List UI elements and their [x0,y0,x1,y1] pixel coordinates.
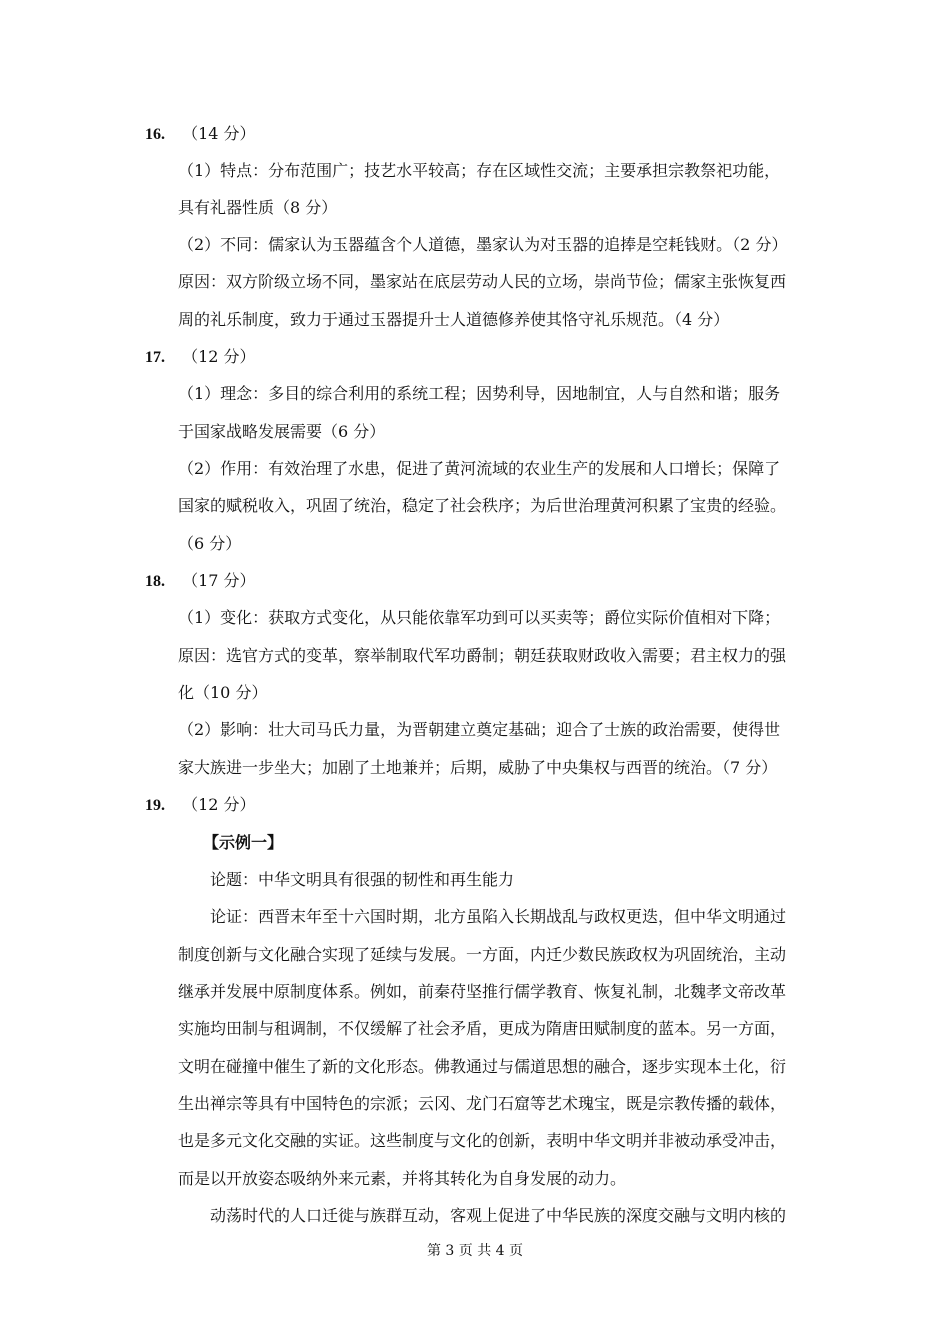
question-number: 16. [145,126,165,143]
answer-line: 原因：双方阶级立场不同，墨家站在底层劳动人民的立场，崇尚节俭；儒家主张恢复西 [178,272,787,291]
answer-line: 周的礼乐制度，致力于通过玉器提升士人道德修养使其恪守礼乐规范。（4 分） [178,310,730,329]
answer-line: 具有礼器性质（8 分） [178,198,338,217]
question-19-header [145,795,256,816]
question-18-header [145,571,256,592]
essay-line: 继承并发展中原制度体系。例如，前秦苻坚推行儒学教育、恢复礼制，北魏孝文帝改革 [178,982,787,1001]
answer-line: （2）作用：有效治理了水患，促进了黄河流域的农业生产的发展和人口增长；保障了 [178,459,781,478]
answer-line: 原因：选官方式的变革，察举制取代军功爵制；朝廷获取财政收入需要；君主权力的强 [178,646,787,665]
question-16-header [145,124,256,145]
essay-line: 文明在碰撞中催生了新的文化形态。佛教通过与儒道思想的融合，逐步实现本土化，衍 [178,1057,787,1076]
question-number: 17. [145,349,165,366]
answer-line: （1）变化：获取方式变化，从只能依靠军功到可以买卖等；爵位实际价值相对下降； [178,608,781,627]
answer-line: （1）理念：多目的综合利用的系统工程；因势利导，因地制宜，人与自然和谐；服务 [178,384,781,403]
answer-line: （1）特点：分布范围广；技艺水平较高；存在区域性交流；主要承担宗教祭祀功能， [178,161,781,180]
essay-line: 而是以开放姿态吸纳外来元素，并将其转化为自身发展的动力。 [178,1169,627,1188]
answer-line: 化（10 分） [178,683,268,702]
page-footer: 第 3 页 共 4 页 [426,1243,524,1259]
answer-line: （2）影响：壮大司马氏力量，为晋朝建立奠定基础；迎合了士族的政治需要，使得世 [178,720,781,739]
question-score: （12 分） [182,347,256,366]
answer-line: （6 分） [178,534,242,553]
essay-line: 实施均田制与租调制，不仅缓解了社会矛盾，更成为隋唐田赋制度的蓝本。另一方面， [178,1019,787,1038]
answer-line: 家大族进一步坐大；加剧了土地兼并；后期，威胁了中央集权与西晋的统治。（7 分） [178,758,778,777]
question-score: （17 分） [182,571,256,590]
essay-line: 论证：西晋末年至十六国时期，北方虽陷入长期战乱与政权更迭，但中华文明通过 [210,907,787,926]
essay-thesis: 论题：中华文明具有很强的韧性和再生能力 [210,870,515,889]
essay-line: 动荡时代的人口迁徙与族群互动，客观上促进了中华民族的深度交融与文明内核的 [210,1206,787,1225]
question-17-header [145,347,256,368]
question-score: （12 分） [182,795,256,814]
question-number: 19. [145,797,165,814]
answer-line: （2）不同：儒家认为玉器蕴含个人道德，墨家认为对玉器的追捧是空耗钱财。（2 分） [178,235,788,254]
example-title: 【示例一】 [203,833,284,852]
essay-line: 生出禅宗等具有中国特色的宗派；云冈、龙门石窟等艺术瑰宝，既是宗教传播的载体， [178,1094,787,1113]
question-number: 18. [145,573,165,590]
answer-line: 国家的赋税收入，巩固了统治，稳定了社会秩序；为后世治理黄河积累了宝贵的经验。 [178,496,787,515]
essay-line: 制度创新与文化融合实现了延续与发展。一方面，内迁少数民族政权为巩固统治，主动 [178,945,787,964]
answer-line: 于国家战略发展需要（6 分） [178,422,386,441]
question-score: （14 分） [182,124,256,143]
essay-line: 也是多元文化交融的实证。这些制度与文化的创新，表明中华文明并非被动承受冲击， [178,1131,787,1150]
